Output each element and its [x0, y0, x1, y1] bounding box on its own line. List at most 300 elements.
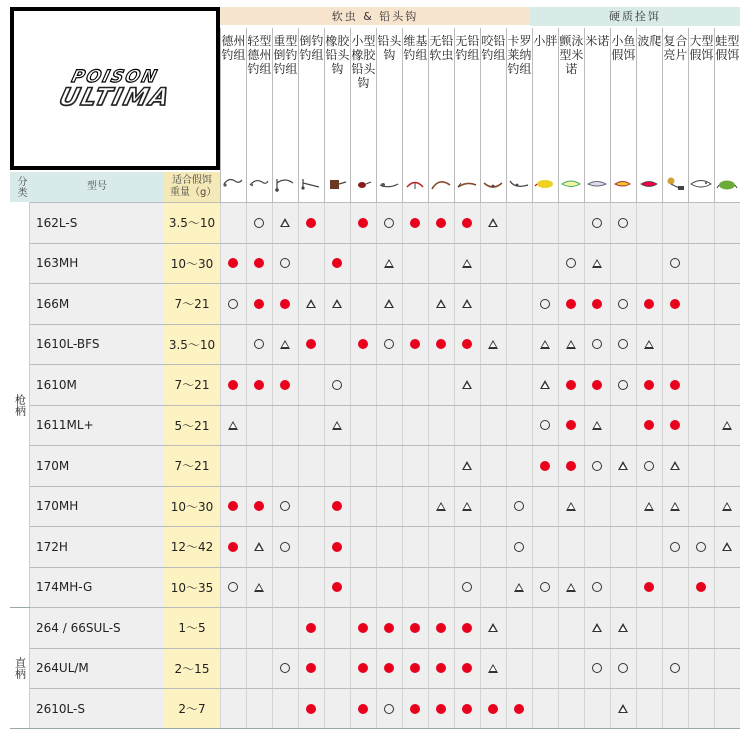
- model-cell: 1610L-BFS: [36, 337, 100, 352]
- suitable-circle-icon: [462, 582, 472, 592]
- suitability-cell: [246, 325, 272, 365]
- suitability-cell: [220, 689, 246, 729]
- suitable-circle-icon: [618, 339, 628, 349]
- suitability-cell: [350, 244, 376, 284]
- model-cell: 166M: [36, 296, 70, 311]
- suitability-cell: [480, 284, 506, 324]
- recommended-dot-icon: [566, 299, 576, 309]
- suitability-cell: [662, 487, 688, 527]
- suitability-cell: [350, 527, 376, 567]
- suitability-cell: [272, 568, 298, 608]
- recommended-dot-icon: [644, 420, 654, 430]
- category-label: 直柄: [13, 656, 27, 679]
- recommended-dot-icon: [592, 299, 602, 309]
- suitability-cell: [584, 608, 610, 648]
- light-texas-rig-icon: [246, 166, 272, 202]
- suitability-cell: [324, 649, 350, 689]
- suitability-cell: [246, 689, 272, 729]
- suitability-cell: [428, 689, 454, 729]
- recommended-dot-icon: [280, 380, 290, 390]
- suitability-cell: [506, 325, 532, 365]
- usable-triangle-icon: [306, 299, 316, 308]
- usable-triangle-icon: [254, 542, 264, 551]
- suitability-cell: [714, 608, 740, 648]
- suitability-cell: [714, 649, 740, 689]
- suitability-cell: [584, 203, 610, 243]
- suitability-cell: [272, 365, 298, 405]
- suitability-cell: [636, 527, 662, 567]
- weight-cell: 10～30: [164, 487, 220, 527]
- suitability-cell: [610, 487, 636, 527]
- suitable-circle-icon: [592, 461, 602, 471]
- suitability-cell: [714, 689, 740, 729]
- table-row: [30, 405, 740, 446]
- suitability-cell: [272, 446, 298, 486]
- table-row: [30, 607, 740, 648]
- header-category-label: 分类: [15, 176, 26, 198]
- suitability-cell: [402, 446, 428, 486]
- suitability-cell: [506, 689, 532, 729]
- usable-triangle-icon: [332, 299, 342, 308]
- suitability-cell: [376, 568, 402, 608]
- recommended-dot-icon: [332, 501, 342, 511]
- twitch-minnow-icon: [558, 166, 584, 202]
- suitability-cell: [558, 325, 584, 365]
- suitability-cell: [558, 203, 584, 243]
- suitability-cell: [688, 446, 714, 486]
- suitability-cell: [610, 406, 636, 446]
- suitability-cell: [272, 689, 298, 729]
- suitability-cell: [662, 244, 688, 284]
- usable-triangle-icon: [332, 421, 342, 430]
- suitability-cell: [324, 608, 350, 648]
- suitability-cell: [350, 365, 376, 405]
- suitability-cell: [480, 649, 506, 689]
- suitable-circle-icon: [540, 299, 550, 309]
- suitability-cell: [480, 244, 506, 284]
- column-header-1: 德州钓组: [220, 28, 246, 166]
- suitability-cell: [298, 325, 324, 365]
- suitability-cell: [688, 568, 714, 608]
- suitability-cell: [506, 568, 532, 608]
- suitability-cell: [220, 203, 246, 243]
- suitability-cell: [376, 689, 402, 729]
- suitability-cell: [480, 568, 506, 608]
- suitability-cell: [506, 203, 532, 243]
- suitability-cell: [454, 527, 480, 567]
- suitability-cell: [402, 325, 428, 365]
- suitability-cell: [350, 649, 376, 689]
- suitability-cell: [558, 284, 584, 324]
- jighead-icon: [376, 166, 402, 202]
- table-row: [30, 445, 740, 486]
- column-header-17: 波爬: [636, 28, 662, 166]
- column-header-10: 无铅钓组: [454, 28, 480, 166]
- usable-triangle-icon: [644, 340, 654, 349]
- suitable-circle-icon: [254, 339, 264, 349]
- recommended-dot-icon: [436, 339, 446, 349]
- suitability-cell: [402, 244, 428, 284]
- split-shot-rig-icon: [480, 166, 506, 202]
- drop-shot-icon: [298, 166, 324, 202]
- usable-triangle-icon: [384, 299, 394, 308]
- suitability-cell: [246, 446, 272, 486]
- suitability-cell: [246, 649, 272, 689]
- suitability-cell: [584, 527, 610, 567]
- recommended-dot-icon: [228, 258, 238, 268]
- suitability-cell: [298, 284, 324, 324]
- suitability-cell: [324, 689, 350, 729]
- weight-cell: 3.5～10: [164, 203, 220, 243]
- usable-triangle-icon: [436, 502, 446, 511]
- model-cell: 172H: [36, 539, 68, 554]
- suitability-cell: [662, 325, 688, 365]
- small-rubber-jig-icon: [350, 166, 376, 202]
- recommended-dot-icon: [644, 299, 654, 309]
- usable-triangle-icon: [462, 502, 472, 511]
- recommended-dot-icon: [358, 663, 368, 673]
- recommended-dot-icon: [410, 623, 420, 633]
- suitable-circle-icon: [540, 420, 550, 430]
- suitability-cell: [636, 406, 662, 446]
- suitability-cell: [714, 244, 740, 284]
- suitability-cell: [402, 406, 428, 446]
- recommended-dot-icon: [332, 582, 342, 592]
- suitability-cell: [610, 284, 636, 324]
- suitability-cell: [662, 406, 688, 446]
- suitability-cell: [454, 406, 480, 446]
- no-sinker-worm-icon: [428, 166, 454, 202]
- suitable-circle-icon: [254, 218, 264, 228]
- suitability-cell: [610, 325, 636, 365]
- model-cell: 174MH-G: [36, 580, 93, 595]
- recommended-dot-icon: [228, 380, 238, 390]
- suitability-cell: [220, 244, 246, 284]
- suitability-cell: [662, 203, 688, 243]
- recommended-dot-icon: [670, 380, 680, 390]
- weight-cell: 5～21: [164, 406, 220, 446]
- table-row: [30, 567, 740, 608]
- suitability-cell: [688, 689, 714, 729]
- recommended-dot-icon: [306, 663, 316, 673]
- usable-triangle-icon: [722, 542, 732, 551]
- recommended-dot-icon: [358, 218, 368, 228]
- suitability-cell: [558, 487, 584, 527]
- recommended-dot-icon: [384, 663, 394, 673]
- suitability-cell: [636, 446, 662, 486]
- suitable-circle-icon: [618, 299, 628, 309]
- suitability-cell: [298, 487, 324, 527]
- suitability-cell: [454, 649, 480, 689]
- heavy-drop-shot-icon: [272, 166, 298, 202]
- suitability-cell: [662, 446, 688, 486]
- suitability-cell: [324, 527, 350, 567]
- suitability-cell: [558, 365, 584, 405]
- usable-triangle-icon: [462, 461, 472, 470]
- suitability-cell: [220, 365, 246, 405]
- suitability-cell: [324, 406, 350, 446]
- suitability-cell: [246, 284, 272, 324]
- usable-triangle-icon: [488, 218, 498, 227]
- suitable-circle-icon: [332, 380, 342, 390]
- suitability-cell: [298, 446, 324, 486]
- suitability-cell: [454, 284, 480, 324]
- suitable-circle-icon: [618, 380, 628, 390]
- suitability-cell: [506, 527, 532, 567]
- usable-triangle-icon: [514, 583, 524, 592]
- suitability-cell: [376, 446, 402, 486]
- suitability-cell: [298, 244, 324, 284]
- header-category: [10, 172, 30, 202]
- suitability-cell: [402, 649, 428, 689]
- suitability-cell: [610, 527, 636, 567]
- recommended-dot-icon: [670, 420, 680, 430]
- recommended-dot-icon: [410, 218, 420, 228]
- suitability-cell: [688, 406, 714, 446]
- suitability-cell: [454, 446, 480, 486]
- recommended-dot-icon: [514, 704, 524, 714]
- column-header-11: 咬铅钓组: [480, 28, 506, 166]
- suitability-cell: [402, 203, 428, 243]
- weight-cell: 7～21: [164, 284, 220, 324]
- usable-triangle-icon: [384, 259, 394, 268]
- header-weight: 适合假饵重量（g）: [164, 172, 220, 202]
- suitability-cell: [714, 527, 740, 567]
- weight-cell: 2～7: [164, 689, 220, 729]
- suitability-cell: [220, 487, 246, 527]
- suitability-cell: [480, 325, 506, 365]
- suitability-cell: [532, 487, 558, 527]
- suitability-cell: [246, 568, 272, 608]
- suitability-cell: [454, 608, 480, 648]
- suitability-cell: [376, 365, 402, 405]
- usable-triangle-icon: [592, 421, 602, 430]
- suitability-cell: [376, 325, 402, 365]
- column-header-18: 复合亮片: [662, 28, 688, 166]
- suitability-cell: [480, 203, 506, 243]
- frog-lure-icon: [714, 166, 740, 202]
- suitability-cell: [220, 325, 246, 365]
- suitability-cell: [428, 365, 454, 405]
- suitability-cell: [272, 325, 298, 365]
- suitability-cell: [584, 284, 610, 324]
- usable-triangle-icon: [462, 259, 472, 268]
- recommended-dot-icon: [436, 663, 446, 673]
- suitability-cell: [246, 527, 272, 567]
- recommended-dot-icon: [254, 258, 264, 268]
- suitability-cell: [714, 203, 740, 243]
- suitable-circle-icon: [592, 582, 602, 592]
- suitability-cell: [298, 406, 324, 446]
- crankbait-icon: [532, 166, 558, 202]
- suitability-cell: [480, 446, 506, 486]
- suitability-cell: [662, 527, 688, 567]
- suitability-cell: [376, 244, 402, 284]
- usable-triangle-icon: [540, 340, 550, 349]
- suitable-circle-icon: [644, 461, 654, 471]
- suitability-cell: [506, 244, 532, 284]
- suitability-cell: [454, 203, 480, 243]
- usable-triangle-icon: [618, 461, 628, 470]
- suitability-cell: [298, 608, 324, 648]
- suitability-cell: [272, 284, 298, 324]
- column-header-19: 大型假饵: [688, 28, 714, 166]
- recommended-dot-icon: [566, 380, 576, 390]
- suitability-cell: [402, 284, 428, 324]
- suitability-cell: [532, 203, 558, 243]
- suitable-circle-icon: [592, 339, 602, 349]
- suitability-cell: [298, 649, 324, 689]
- model-cell: 170M: [36, 458, 70, 473]
- suitability-cell: [636, 568, 662, 608]
- usable-triangle-icon: [488, 340, 498, 349]
- usable-triangle-icon: [618, 704, 628, 713]
- suitability-cell: [636, 487, 662, 527]
- recommended-dot-icon: [358, 339, 368, 349]
- suitability-cell: [662, 365, 688, 405]
- suitability-cell: [506, 608, 532, 648]
- suitability-cell: [636, 689, 662, 729]
- suitability-cell: [428, 487, 454, 527]
- carolina-rig-icon: [506, 166, 532, 202]
- suitability-cell: [558, 406, 584, 446]
- recommended-dot-icon: [254, 380, 264, 390]
- suitability-cell: [480, 689, 506, 729]
- table-row: [30, 283, 740, 324]
- recommended-dot-icon: [228, 542, 238, 552]
- model-cell: 1610M: [36, 377, 77, 392]
- suitability-cell: [402, 608, 428, 648]
- suitable-circle-icon: [592, 663, 602, 673]
- usable-triangle-icon: [462, 380, 472, 389]
- suitability-cell: [506, 446, 532, 486]
- suitability-cell: [454, 244, 480, 284]
- recommended-dot-icon: [696, 582, 706, 592]
- usable-triangle-icon: [540, 380, 550, 389]
- suitability-cell: [584, 446, 610, 486]
- suitability-cell: [610, 689, 636, 729]
- suitable-circle-icon: [540, 582, 550, 592]
- suitability-cell: [428, 649, 454, 689]
- recommended-dot-icon: [462, 623, 472, 633]
- suitability-cell: [428, 608, 454, 648]
- suitable-circle-icon: [280, 258, 290, 268]
- suitability-cell: [532, 365, 558, 405]
- weight-cell: 10～30: [164, 244, 220, 284]
- suitability-cell: [480, 487, 506, 527]
- suitability-cell: [480, 365, 506, 405]
- weight-cell: 10～35: [164, 568, 220, 608]
- suitability-cell: [506, 649, 532, 689]
- suitability-cell: [272, 527, 298, 567]
- usable-triangle-icon: [670, 461, 680, 470]
- suitability-cell: [324, 487, 350, 527]
- recommended-dot-icon: [358, 623, 368, 633]
- suitability-cell: [324, 325, 350, 365]
- suitability-cell: [532, 608, 558, 648]
- recommended-dot-icon: [462, 218, 472, 228]
- suitability-cell: [532, 325, 558, 365]
- suitability-cell: [480, 527, 506, 567]
- category-label: 枪柄: [13, 393, 27, 416]
- usable-triangle-icon: [722, 421, 732, 430]
- suitability-cell: [220, 568, 246, 608]
- model-cell: 1611ML+: [36, 418, 94, 433]
- suitable-circle-icon: [514, 501, 524, 511]
- suitability-cell: [428, 527, 454, 567]
- recommended-dot-icon: [566, 420, 576, 430]
- suitability-cell: [324, 365, 350, 405]
- suitability-cell: [272, 406, 298, 446]
- suitability-cell: [662, 608, 688, 648]
- rubber-jig-icon: [324, 166, 350, 202]
- suitability-cell: [558, 568, 584, 608]
- suitability-cell: [220, 406, 246, 446]
- suitability-cell: [506, 284, 532, 324]
- usable-triangle-icon: [566, 340, 576, 349]
- recommended-dot-icon: [540, 461, 550, 471]
- column-header-3: 重型倒钓钓组: [272, 28, 298, 166]
- column-header-2: 轻型德州钓组: [246, 28, 272, 166]
- suitability-cell: [610, 649, 636, 689]
- suitability-cell: [272, 203, 298, 243]
- recommended-dot-icon: [306, 218, 316, 228]
- suitability-cell: [324, 244, 350, 284]
- recommended-dot-icon: [410, 663, 420, 673]
- recommended-dot-icon: [592, 380, 602, 390]
- suitability-cell: [480, 608, 506, 648]
- suitability-cell: [428, 568, 454, 608]
- suitability-cell: [272, 487, 298, 527]
- usable-triangle-icon: [670, 502, 680, 511]
- usable-triangle-icon: [722, 502, 732, 511]
- suitability-cell: [558, 244, 584, 284]
- suitability-cell: [220, 608, 246, 648]
- usable-triangle-icon: [618, 623, 628, 632]
- suitability-cell: [272, 608, 298, 648]
- suitability-cell: [506, 487, 532, 527]
- recommended-dot-icon: [462, 663, 472, 673]
- suitable-circle-icon: [670, 258, 680, 268]
- header-model: 型号: [30, 172, 164, 202]
- suitability-cell: [636, 203, 662, 243]
- suitability-cell: [688, 284, 714, 324]
- suitability-cell: [532, 568, 558, 608]
- column-header-9: 无铅软虫: [428, 28, 454, 166]
- suitability-cell: [376, 649, 402, 689]
- suitability-cell: [350, 203, 376, 243]
- column-header-16: 小鱼假饵: [610, 28, 636, 166]
- suitable-circle-icon: [384, 339, 394, 349]
- suitability-cell: [350, 406, 376, 446]
- suitability-cell: [246, 608, 272, 648]
- suitability-cell: [220, 446, 246, 486]
- suitability-cell: [272, 244, 298, 284]
- small-fish-lure-icon: [610, 166, 636, 202]
- usable-triangle-icon: [462, 299, 472, 308]
- column-header-4: 倒钓钓组: [298, 28, 324, 166]
- suitability-cell: [402, 527, 428, 567]
- suitability-cell: [688, 608, 714, 648]
- category-cell: [10, 607, 30, 729]
- usable-triangle-icon: [254, 583, 264, 592]
- suitability-cell: [246, 203, 272, 243]
- weight-cell: 2～15: [164, 649, 220, 689]
- suitable-circle-icon: [280, 501, 290, 511]
- usable-triangle-icon: [488, 664, 498, 673]
- column-header-20: 蛙型假饵: [714, 28, 740, 166]
- suitability-cell: [454, 689, 480, 729]
